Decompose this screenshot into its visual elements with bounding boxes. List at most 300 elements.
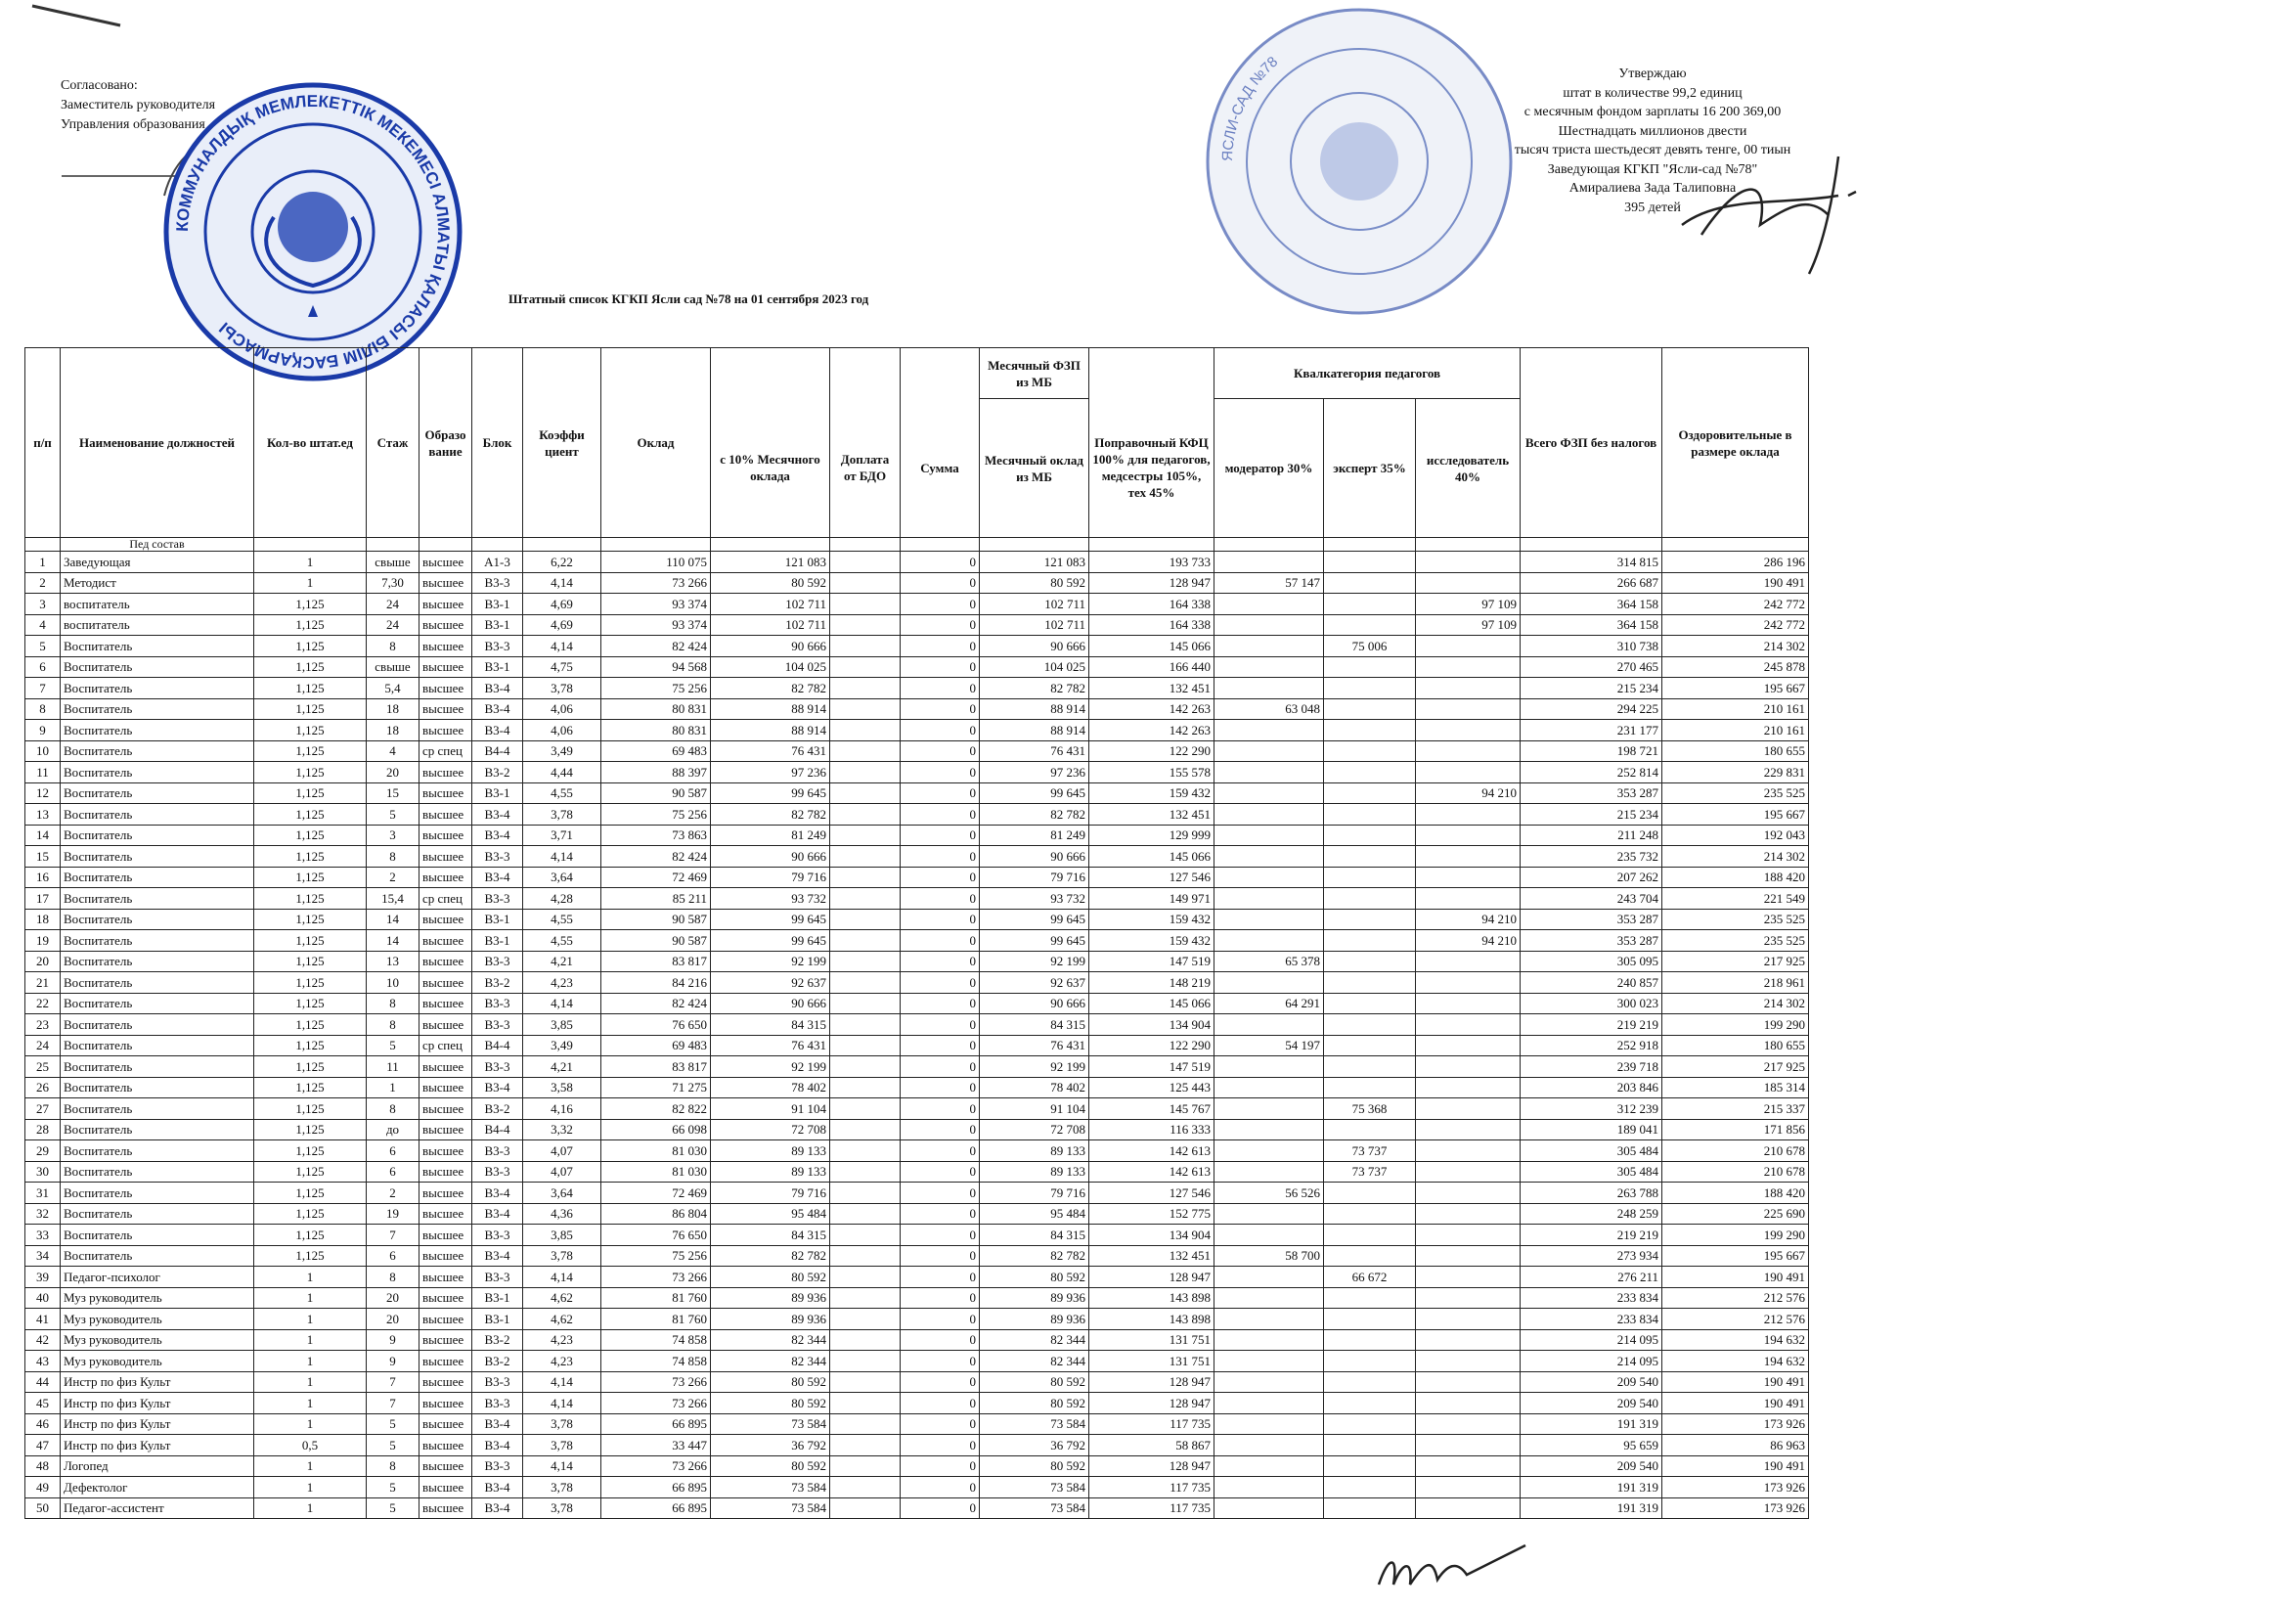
monthly-salary-cell: 88 914 — [980, 720, 1089, 741]
kfc-correction-cell: 159 432 — [1089, 782, 1214, 804]
bdo-bonus-cell — [830, 1098, 901, 1120]
table-row — [25, 1077, 1809, 1098]
bdo-bonus-cell — [830, 572, 901, 594]
moderator-cell: 57 147 — [1214, 572, 1324, 594]
health-allowance-cell: 185 314 — [1662, 1077, 1809, 1098]
researcher-cell — [1416, 1455, 1521, 1477]
salary-cell: 73 266 — [601, 1455, 711, 1477]
kfc-correction-cell: 127 546 — [1089, 1183, 1214, 1204]
bdo-bonus-cell — [830, 1413, 901, 1435]
salary-cell: 73 863 — [601, 825, 711, 846]
sum-cell: 0 — [901, 720, 980, 741]
table-row — [25, 1393, 1809, 1414]
sum-cell: 0 — [901, 1119, 980, 1140]
sum-cell: 0 — [901, 762, 980, 783]
staff-units-cell: 1,125 — [254, 782, 367, 804]
block-cell: В3-4 — [472, 1477, 523, 1498]
block-cell: В4-4 — [472, 1035, 523, 1056]
block-cell: В3-4 — [472, 678, 523, 699]
kfc-correction-cell: 164 338 — [1089, 614, 1214, 636]
researcher-cell — [1416, 720, 1521, 741]
experience-cell: 8 — [367, 1455, 419, 1477]
education-cell: высшее — [419, 1267, 472, 1288]
moderator-cell — [1214, 1435, 1324, 1456]
salary-cell: 84 216 — [601, 972, 711, 994]
salary-cell: 72 469 — [601, 1183, 711, 1204]
staff-units-cell: 1,125 — [254, 698, 367, 720]
salary-cell: 81 760 — [601, 1287, 711, 1309]
total-fzp-cell: 364 158 — [1521, 614, 1662, 636]
monthly-salary-cell: 99 645 — [980, 930, 1089, 952]
expert-cell — [1324, 1077, 1416, 1098]
sum-cell: 0 — [901, 1245, 980, 1267]
row-number-cell: 10 — [25, 740, 61, 762]
plus10-cell: 92 199 — [711, 951, 830, 972]
moderator-cell — [1214, 972, 1324, 994]
health-allowance-cell: 212 576 — [1662, 1309, 1809, 1330]
block-cell: В3-3 — [472, 1225, 523, 1246]
plus10-cell: 80 592 — [711, 1371, 830, 1393]
table-row — [25, 1413, 1809, 1435]
bdo-bonus-cell — [830, 993, 901, 1014]
table-row — [25, 1435, 1809, 1456]
expert-cell — [1324, 594, 1416, 615]
row-number-cell: 33 — [25, 1225, 61, 1246]
position-name-cell: Воспитатель — [61, 1056, 254, 1078]
salary-cell: 82 822 — [601, 1098, 711, 1120]
stamp-right-text: ЯСЛИ-САД №78 — [1218, 53, 1282, 162]
staff-units-cell: 1,125 — [254, 1245, 367, 1267]
experience-cell: до — [367, 1119, 419, 1140]
sum-cell: 0 — [901, 930, 980, 952]
kfc-correction-cell: 122 290 — [1089, 740, 1214, 762]
kfc-correction-cell: 147 519 — [1089, 951, 1214, 972]
sum-cell: 0 — [901, 782, 980, 804]
col-oklad: Оклад — [601, 348, 711, 538]
bdo-bonus-cell — [830, 720, 901, 741]
expert-cell — [1324, 1393, 1416, 1414]
block-cell: В3-2 — [472, 762, 523, 783]
coefficient-cell: 4,14 — [523, 993, 601, 1014]
coefficient-cell: 4,28 — [523, 888, 601, 910]
kfc-correction-cell: 143 898 — [1089, 1287, 1214, 1309]
total-fzp-cell: 95 659 — [1521, 1435, 1662, 1456]
kfc-correction-cell: 193 733 — [1089, 552, 1214, 573]
table-row — [25, 636, 1809, 657]
table-row — [25, 909, 1809, 930]
education-cell: ср спец — [419, 1035, 472, 1056]
expert-cell — [1324, 1371, 1416, 1393]
col-mes-oklad: Месячный оклад из МБ — [980, 399, 1089, 538]
moderator-cell — [1214, 656, 1324, 678]
position-name-cell: Воспитатель — [61, 951, 254, 972]
position-name-cell: Воспитатель — [61, 720, 254, 741]
plus10-cell: 97 236 — [711, 762, 830, 783]
block-cell: В3-3 — [472, 1393, 523, 1414]
plus10-cell: 73 584 — [711, 1413, 830, 1435]
block-cell: В4-4 — [472, 1119, 523, 1140]
staff-units-cell: 1,125 — [254, 804, 367, 826]
education-cell: высшее — [419, 930, 472, 952]
moderator-cell — [1214, 678, 1324, 699]
plus10-cell: 36 792 — [711, 1435, 830, 1456]
block-cell: В3-3 — [472, 1140, 523, 1162]
researcher-cell — [1416, 1245, 1521, 1267]
sum-cell: 0 — [901, 594, 980, 615]
moderator-cell — [1214, 888, 1324, 910]
kfc-correction-cell: 152 775 — [1089, 1203, 1214, 1225]
salary-cell: 71 275 — [601, 1077, 711, 1098]
researcher-cell — [1416, 1035, 1521, 1056]
kfc-correction-cell: 142 263 — [1089, 698, 1214, 720]
plus10-cell: 89 936 — [711, 1287, 830, 1309]
salary-cell: 69 483 — [601, 1035, 711, 1056]
col-edu: Образо вание — [419, 348, 472, 538]
plus10-cell: 81 249 — [711, 825, 830, 846]
bdo-bonus-cell — [830, 1203, 901, 1225]
researcher-cell — [1416, 972, 1521, 994]
monthly-salary-cell: 73 584 — [980, 1413, 1089, 1435]
researcher-cell — [1416, 572, 1521, 594]
sum-cell: 0 — [901, 1351, 980, 1372]
salary-cell: 75 256 — [601, 1245, 711, 1267]
table-row — [25, 594, 1809, 615]
row-number-cell: 1 — [25, 552, 61, 573]
salary-cell: 75 256 — [601, 678, 711, 699]
sum-cell: 0 — [901, 1098, 980, 1120]
staff-units-cell: 1,125 — [254, 1056, 367, 1078]
row-number-cell: 41 — [25, 1309, 61, 1330]
plus10-cell: 89 936 — [711, 1309, 830, 1330]
expert-cell — [1324, 740, 1416, 762]
block-cell: В3-3 — [472, 888, 523, 910]
section-label: Пед состав — [61, 538, 254, 552]
researcher-cell — [1416, 1077, 1521, 1098]
monthly-salary-cell: 89 133 — [980, 1140, 1089, 1162]
block-cell: В3-2 — [472, 972, 523, 994]
experience-cell: свыше — [367, 656, 419, 678]
monthly-salary-cell: 92 199 — [980, 1056, 1089, 1078]
block-cell: В4-4 — [472, 740, 523, 762]
plus10-cell: 102 711 — [711, 594, 830, 615]
coefficient-cell: 4,62 — [523, 1309, 601, 1330]
row-number-cell: 4 — [25, 614, 61, 636]
monthly-salary-cell: 82 782 — [980, 1245, 1089, 1267]
expert-cell — [1324, 1455, 1416, 1477]
row-number-cell: 22 — [25, 993, 61, 1014]
position-name-cell: Инстр по физ Культ — [61, 1413, 254, 1435]
row-number-cell: 6 — [25, 656, 61, 678]
sum-cell: 0 — [901, 951, 980, 972]
researcher-cell — [1416, 867, 1521, 888]
table-row — [25, 1119, 1809, 1140]
bdo-bonus-cell — [830, 909, 901, 930]
plus10-cell: 99 645 — [711, 930, 830, 952]
bdo-bonus-cell — [830, 1267, 901, 1288]
expert-cell — [1324, 1183, 1416, 1204]
block-cell: В3-1 — [472, 782, 523, 804]
experience-cell: 2 — [367, 1183, 419, 1204]
kfc-correction-cell: 132 451 — [1089, 1245, 1214, 1267]
salary-cell: 93 374 — [601, 594, 711, 615]
bdo-bonus-cell — [830, 888, 901, 910]
researcher-cell — [1416, 1203, 1521, 1225]
position-name-cell: Воспитатель — [61, 1077, 254, 1098]
total-fzp-cell: 243 704 — [1521, 888, 1662, 910]
bdo-bonus-cell — [830, 1245, 901, 1267]
bdo-bonus-cell — [830, 1393, 901, 1414]
position-name-cell: Воспитатель — [61, 1183, 254, 1204]
education-cell: ср спец — [419, 740, 472, 762]
experience-cell: 8 — [367, 636, 419, 657]
col-issl: исследователь 40% — [1416, 399, 1521, 538]
row-number-cell: 39 — [25, 1267, 61, 1288]
row-number-cell: 42 — [25, 1329, 61, 1351]
row-number-cell: 17 — [25, 888, 61, 910]
total-fzp-cell: 209 540 — [1521, 1393, 1662, 1414]
plus10-cell: 73 584 — [711, 1497, 830, 1519]
table-row — [25, 993, 1809, 1014]
health-allowance-cell: 214 302 — [1662, 993, 1809, 1014]
researcher-cell — [1416, 1287, 1521, 1309]
coefficient-cell: 4,69 — [523, 614, 601, 636]
monthly-salary-cell: 80 592 — [980, 1267, 1089, 1288]
approval-right-line: тысяч триста шестьдесят девять тенге, 00 тиын — [1514, 143, 1791, 157]
researcher-cell — [1416, 1014, 1521, 1036]
approval-right-line: Утверждаю — [1618, 67, 1687, 81]
staff-units-cell: 1,125 — [254, 951, 367, 972]
researcher-cell — [1416, 1351, 1521, 1372]
table-row — [25, 1351, 1809, 1372]
health-allowance-cell: 215 337 — [1662, 1098, 1809, 1120]
kfc-correction-cell: 148 219 — [1089, 972, 1214, 994]
experience-cell: 7 — [367, 1393, 419, 1414]
table-row — [25, 552, 1809, 573]
sum-cell: 0 — [901, 825, 980, 846]
bdo-bonus-cell — [830, 1455, 901, 1477]
block-cell: В3-3 — [472, 1455, 523, 1477]
health-allowance-cell: 210 678 — [1662, 1161, 1809, 1183]
health-allowance-cell: 173 926 — [1662, 1413, 1809, 1435]
expert-cell — [1324, 1329, 1416, 1351]
approval-left-line: Заместитель руководителя — [61, 98, 216, 112]
table-row — [25, 1329, 1809, 1351]
salary-cell: 74 858 — [601, 1351, 711, 1372]
total-fzp-cell: 215 234 — [1521, 804, 1662, 826]
row-number-cell: 43 — [25, 1351, 61, 1372]
total-fzp-cell: 219 219 — [1521, 1225, 1662, 1246]
experience-cell: 1 — [367, 1077, 419, 1098]
monthly-salary-cell: 88 914 — [980, 698, 1089, 720]
block-cell: В3-4 — [472, 867, 523, 888]
total-fzp-cell: 310 738 — [1521, 636, 1662, 657]
salary-cell: 66 098 — [601, 1119, 711, 1140]
staff-units-cell: 1 — [254, 572, 367, 594]
position-name-cell: Воспитатель — [61, 867, 254, 888]
monthly-salary-cell: 93 732 — [980, 888, 1089, 910]
coefficient-cell: 3,32 — [523, 1119, 601, 1140]
moderator-cell: 54 197 — [1214, 1035, 1324, 1056]
bdo-bonus-cell — [830, 1371, 901, 1393]
total-fzp-cell: 353 287 — [1521, 930, 1662, 952]
salary-cell: 80 831 — [601, 720, 711, 741]
coefficient-cell: 4,69 — [523, 594, 601, 615]
block-cell: В3-2 — [472, 1351, 523, 1372]
experience-cell: 3 — [367, 825, 419, 846]
kfc-correction-cell: 164 338 — [1089, 594, 1214, 615]
health-allowance-cell: 188 420 — [1662, 867, 1809, 888]
total-fzp-cell: 270 465 — [1521, 656, 1662, 678]
row-number-cell: 40 — [25, 1287, 61, 1309]
monthly-salary-cell: 73 584 — [980, 1477, 1089, 1498]
block-cell: В3-3 — [472, 951, 523, 972]
position-name-cell: Воспитатель — [61, 636, 254, 657]
moderator-cell — [1214, 825, 1324, 846]
coefficient-cell: 3,78 — [523, 1497, 601, 1519]
education-cell: высшее — [419, 951, 472, 972]
staff-table — [24, 347, 1809, 1519]
table-row — [25, 1014, 1809, 1036]
row-number-cell: 19 — [25, 930, 61, 952]
bdo-bonus-cell — [830, 1329, 901, 1351]
staff-units-cell: 1,125 — [254, 762, 367, 783]
total-fzp-cell: 266 687 — [1521, 572, 1662, 594]
bdo-bonus-cell — [830, 1183, 901, 1204]
row-number-cell: 15 — [25, 846, 61, 868]
plus10-cell: 90 666 — [711, 636, 830, 657]
experience-cell: 24 — [367, 594, 419, 615]
block-cell: В3-1 — [472, 614, 523, 636]
salary-cell: 94 568 — [601, 656, 711, 678]
salary-cell: 90 587 — [601, 909, 711, 930]
position-name-cell: Воспитатель — [61, 762, 254, 783]
total-fzp-cell: 263 788 — [1521, 1183, 1662, 1204]
monthly-salary-cell: 90 666 — [980, 846, 1089, 868]
coefficient-cell: 4,07 — [523, 1140, 601, 1162]
bdo-bonus-cell — [830, 1287, 901, 1309]
coefficient-cell: 4,14 — [523, 846, 601, 868]
bdo-bonus-cell — [830, 846, 901, 868]
experience-cell: 18 — [367, 720, 419, 741]
coefficient-cell: 3,49 — [523, 740, 601, 762]
total-fzp-cell: 233 834 — [1521, 1287, 1662, 1309]
plus10-cell: 78 402 — [711, 1077, 830, 1098]
plus10-cell: 84 315 — [711, 1225, 830, 1246]
col-kfc-top — [1089, 348, 1214, 399]
position-name-cell: Воспитатель — [61, 1140, 254, 1162]
researcher-cell — [1416, 1140, 1521, 1162]
coefficient-cell: 4,21 — [523, 1056, 601, 1078]
row-number-cell: 30 — [25, 1161, 61, 1183]
moderator-cell — [1214, 846, 1324, 868]
moderator-cell — [1214, 782, 1324, 804]
staff-units-cell: 1 — [254, 1393, 367, 1414]
col-fzp-group: Месячный ФЗП из МБ — [980, 348, 1089, 399]
health-allowance-cell: 214 302 — [1662, 636, 1809, 657]
expert-cell — [1324, 1435, 1416, 1456]
researcher-cell — [1416, 993, 1521, 1014]
total-fzp-cell: 353 287 — [1521, 909, 1662, 930]
salary-cell: 73 266 — [601, 1371, 711, 1393]
block-cell: В3-1 — [472, 909, 523, 930]
kfc-correction-cell: 134 904 — [1089, 1014, 1214, 1036]
position-name-cell: Воспитатель — [61, 740, 254, 762]
table-row — [25, 656, 1809, 678]
monthly-salary-cell: 97 236 — [980, 762, 1089, 783]
expert-cell — [1324, 656, 1416, 678]
position-name-cell: Педагог-психолог — [61, 1267, 254, 1288]
expert-cell — [1324, 572, 1416, 594]
row-number-cell: 26 — [25, 1077, 61, 1098]
sum-cell: 0 — [901, 552, 980, 573]
researcher-cell — [1416, 698, 1521, 720]
expert-cell: 66 672 — [1324, 1267, 1416, 1288]
monthly-salary-cell: 80 592 — [980, 572, 1089, 594]
staff-units-cell: 1,125 — [254, 888, 367, 910]
researcher-cell — [1416, 740, 1521, 762]
col-dopl-top — [830, 348, 901, 399]
total-fzp-cell: 239 718 — [1521, 1056, 1662, 1078]
sum-cell: 0 — [901, 909, 980, 930]
expert-cell — [1324, 1203, 1416, 1225]
block-cell: В3-3 — [472, 846, 523, 868]
bdo-bonus-cell — [830, 1119, 901, 1140]
approval-right-line: с месячным фондом зарплаты 16 200 369,00 — [1523, 105, 1782, 119]
row-number-cell: 34 — [25, 1245, 61, 1267]
plus10-cell: 90 666 — [711, 993, 830, 1014]
health-allowance-cell: 190 491 — [1662, 1371, 1809, 1393]
plus10-cell: 90 666 — [711, 846, 830, 868]
staff-units-cell: 1,125 — [254, 909, 367, 930]
stamp-left-text: КОММУНАЛДЫҚ МЕМЛЕКЕТТІК МЕКЕМЕСІ АЛМАТЫ ҚАЛАСЫ БІЛІМ БАСҚАРМАСЫ — [172, 91, 454, 373]
health-allowance-cell: 192 043 — [1662, 825, 1809, 846]
salary-cell: 66 895 — [601, 1477, 711, 1498]
total-fzp-cell: 231 177 — [1521, 720, 1662, 741]
researcher-cell — [1416, 678, 1521, 699]
kfc-correction-cell: 117 735 — [1089, 1413, 1214, 1435]
sum-cell: 0 — [901, 846, 980, 868]
total-fzp-cell: 240 857 — [1521, 972, 1662, 994]
monthly-salary-cell: 73 584 — [980, 1497, 1089, 1519]
expert-cell — [1324, 1497, 1416, 1519]
health-allowance-cell: 173 926 — [1662, 1497, 1809, 1519]
experience-cell: 14 — [367, 930, 419, 952]
experience-cell: 7 — [367, 1371, 419, 1393]
expert-cell — [1324, 1413, 1416, 1435]
education-cell: высшее — [419, 1287, 472, 1309]
moderator-cell — [1214, 1014, 1324, 1036]
coefficient-cell: 4,44 — [523, 762, 601, 783]
researcher-cell — [1416, 1267, 1521, 1288]
total-fzp-cell: 305 095 — [1521, 951, 1662, 972]
position-name-cell: Инстр по физ Культ — [61, 1371, 254, 1393]
salary-cell: 90 587 — [601, 930, 711, 952]
monthly-salary-cell: 76 431 — [980, 740, 1089, 762]
plus10-cell: 84 315 — [711, 1014, 830, 1036]
row-number-cell: 47 — [25, 1435, 61, 1456]
staff-units-cell: 1,125 — [254, 1203, 367, 1225]
col-ozdor: Оздоровительные в размере оклада — [1662, 348, 1809, 538]
stamp-right — [1198, 0, 1521, 333]
position-name-cell: Педагог-ассистент — [61, 1497, 254, 1519]
bdo-bonus-cell — [830, 972, 901, 994]
col-summa: Сумма — [901, 399, 980, 538]
monthly-salary-cell: 82 344 — [980, 1351, 1089, 1372]
expert-cell: 73 737 — [1324, 1140, 1416, 1162]
monthly-salary-cell: 99 645 — [980, 909, 1089, 930]
sum-cell: 0 — [901, 1225, 980, 1246]
health-allowance-cell: 195 667 — [1662, 804, 1809, 826]
